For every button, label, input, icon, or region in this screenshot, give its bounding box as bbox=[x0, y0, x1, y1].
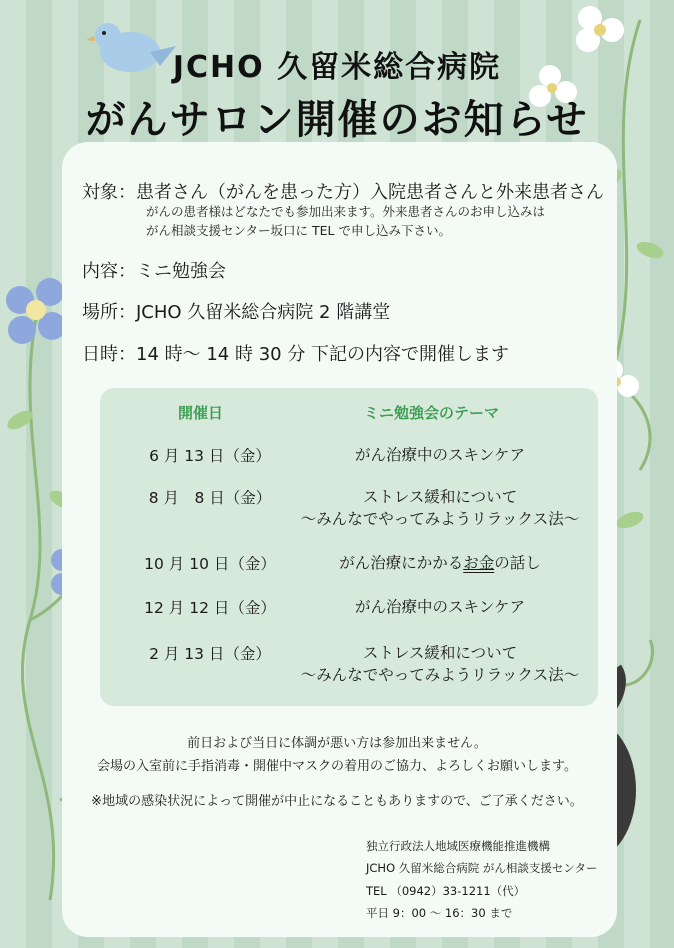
schedule-date: 10 月 10 日（金） bbox=[144, 555, 276, 573]
schedule-theme bbox=[295, 486, 585, 530]
schedule-date: 6 月 13 日（金） bbox=[149, 447, 271, 465]
page-title: がんサロン開催のお知らせ bbox=[85, 97, 589, 143]
schedule-theme bbox=[295, 552, 585, 574]
hospital-name: JCHO 久留米総合病院 bbox=[172, 50, 502, 85]
notice-line-1: 前日および当日に体調が悪い方は参加出来ません。 bbox=[187, 736, 487, 751]
schedule-date: 2 月 13 日（金） bbox=[149, 645, 271, 663]
schedule-theme-sub: ～みんなでやってみようリラックス法～ bbox=[300, 666, 580, 684]
schedule-theme: がん治療中のスキンケア bbox=[354, 446, 526, 464]
schedule-theme: がん治療中のスキンケア bbox=[354, 598, 526, 616]
org-hours: 平日 9：00 ～ 16：30 まで bbox=[366, 906, 513, 920]
notice-line-3: ※地域の感染状況によって開催が中止になることもありますので、ご了承ください。 bbox=[91, 794, 583, 809]
schedule-theme-tail: の話し bbox=[494, 554, 541, 572]
schedule-date: 12 月 12 日（金） bbox=[144, 599, 276, 617]
org-phone: TEL （0942）33-1211（代） bbox=[366, 884, 526, 898]
target-note-1: がんの患者様はどなたでも参加出来ます。外来患者さんのお申し込みは bbox=[146, 204, 546, 219]
schedule-theme bbox=[295, 642, 585, 686]
schedule-theme-main: ストレス緩和について bbox=[362, 644, 518, 662]
target-main: 患者さん（がんを患った方）入院患者さんと外来患者さん bbox=[136, 182, 604, 203]
place-line: 場所：JCHO 久留米総合病院 2 階講堂 bbox=[82, 302, 391, 323]
org-line-1: 独立行政法人地域医療機能推進機構 bbox=[366, 839, 550, 853]
schedule-header-theme: ミニ勉強会のテーマ bbox=[364, 404, 500, 422]
datetime-line: 日時：14 時～ 14 時 30 分 下記の内容で開催します bbox=[82, 344, 510, 365]
org-line-2: JCHO 久留米総合病院 がん相談支援センター bbox=[366, 861, 598, 875]
target-line bbox=[82, 178, 604, 204]
schedule-date: 8 月 8 日（金） bbox=[148, 489, 272, 507]
target-note-2: がん相談支援センター坂口に TEL で申し込み下さい。 bbox=[146, 223, 451, 238]
schedule-theme-part: がん治療にかかる bbox=[339, 554, 464, 572]
flower-blue-left-icon bbox=[6, 278, 66, 344]
target-label: 対象： bbox=[82, 182, 136, 203]
schedule-theme-underlined: お金 bbox=[463, 554, 495, 572]
schedule-theme-sub: ～みんなでやってみようリラックス法～ bbox=[300, 510, 580, 528]
schedule-header-date: 開催日 bbox=[178, 404, 224, 422]
schedule-box bbox=[100, 388, 598, 706]
content-line: 内容：ミニ勉強会 bbox=[82, 261, 226, 282]
notice-line-2: 会場の入室前に手指消毒・開催中マスクの着用のご協力、よろしくお願いします。 bbox=[97, 759, 577, 774]
schedule-theme-main: ストレス緩和について bbox=[362, 488, 518, 506]
